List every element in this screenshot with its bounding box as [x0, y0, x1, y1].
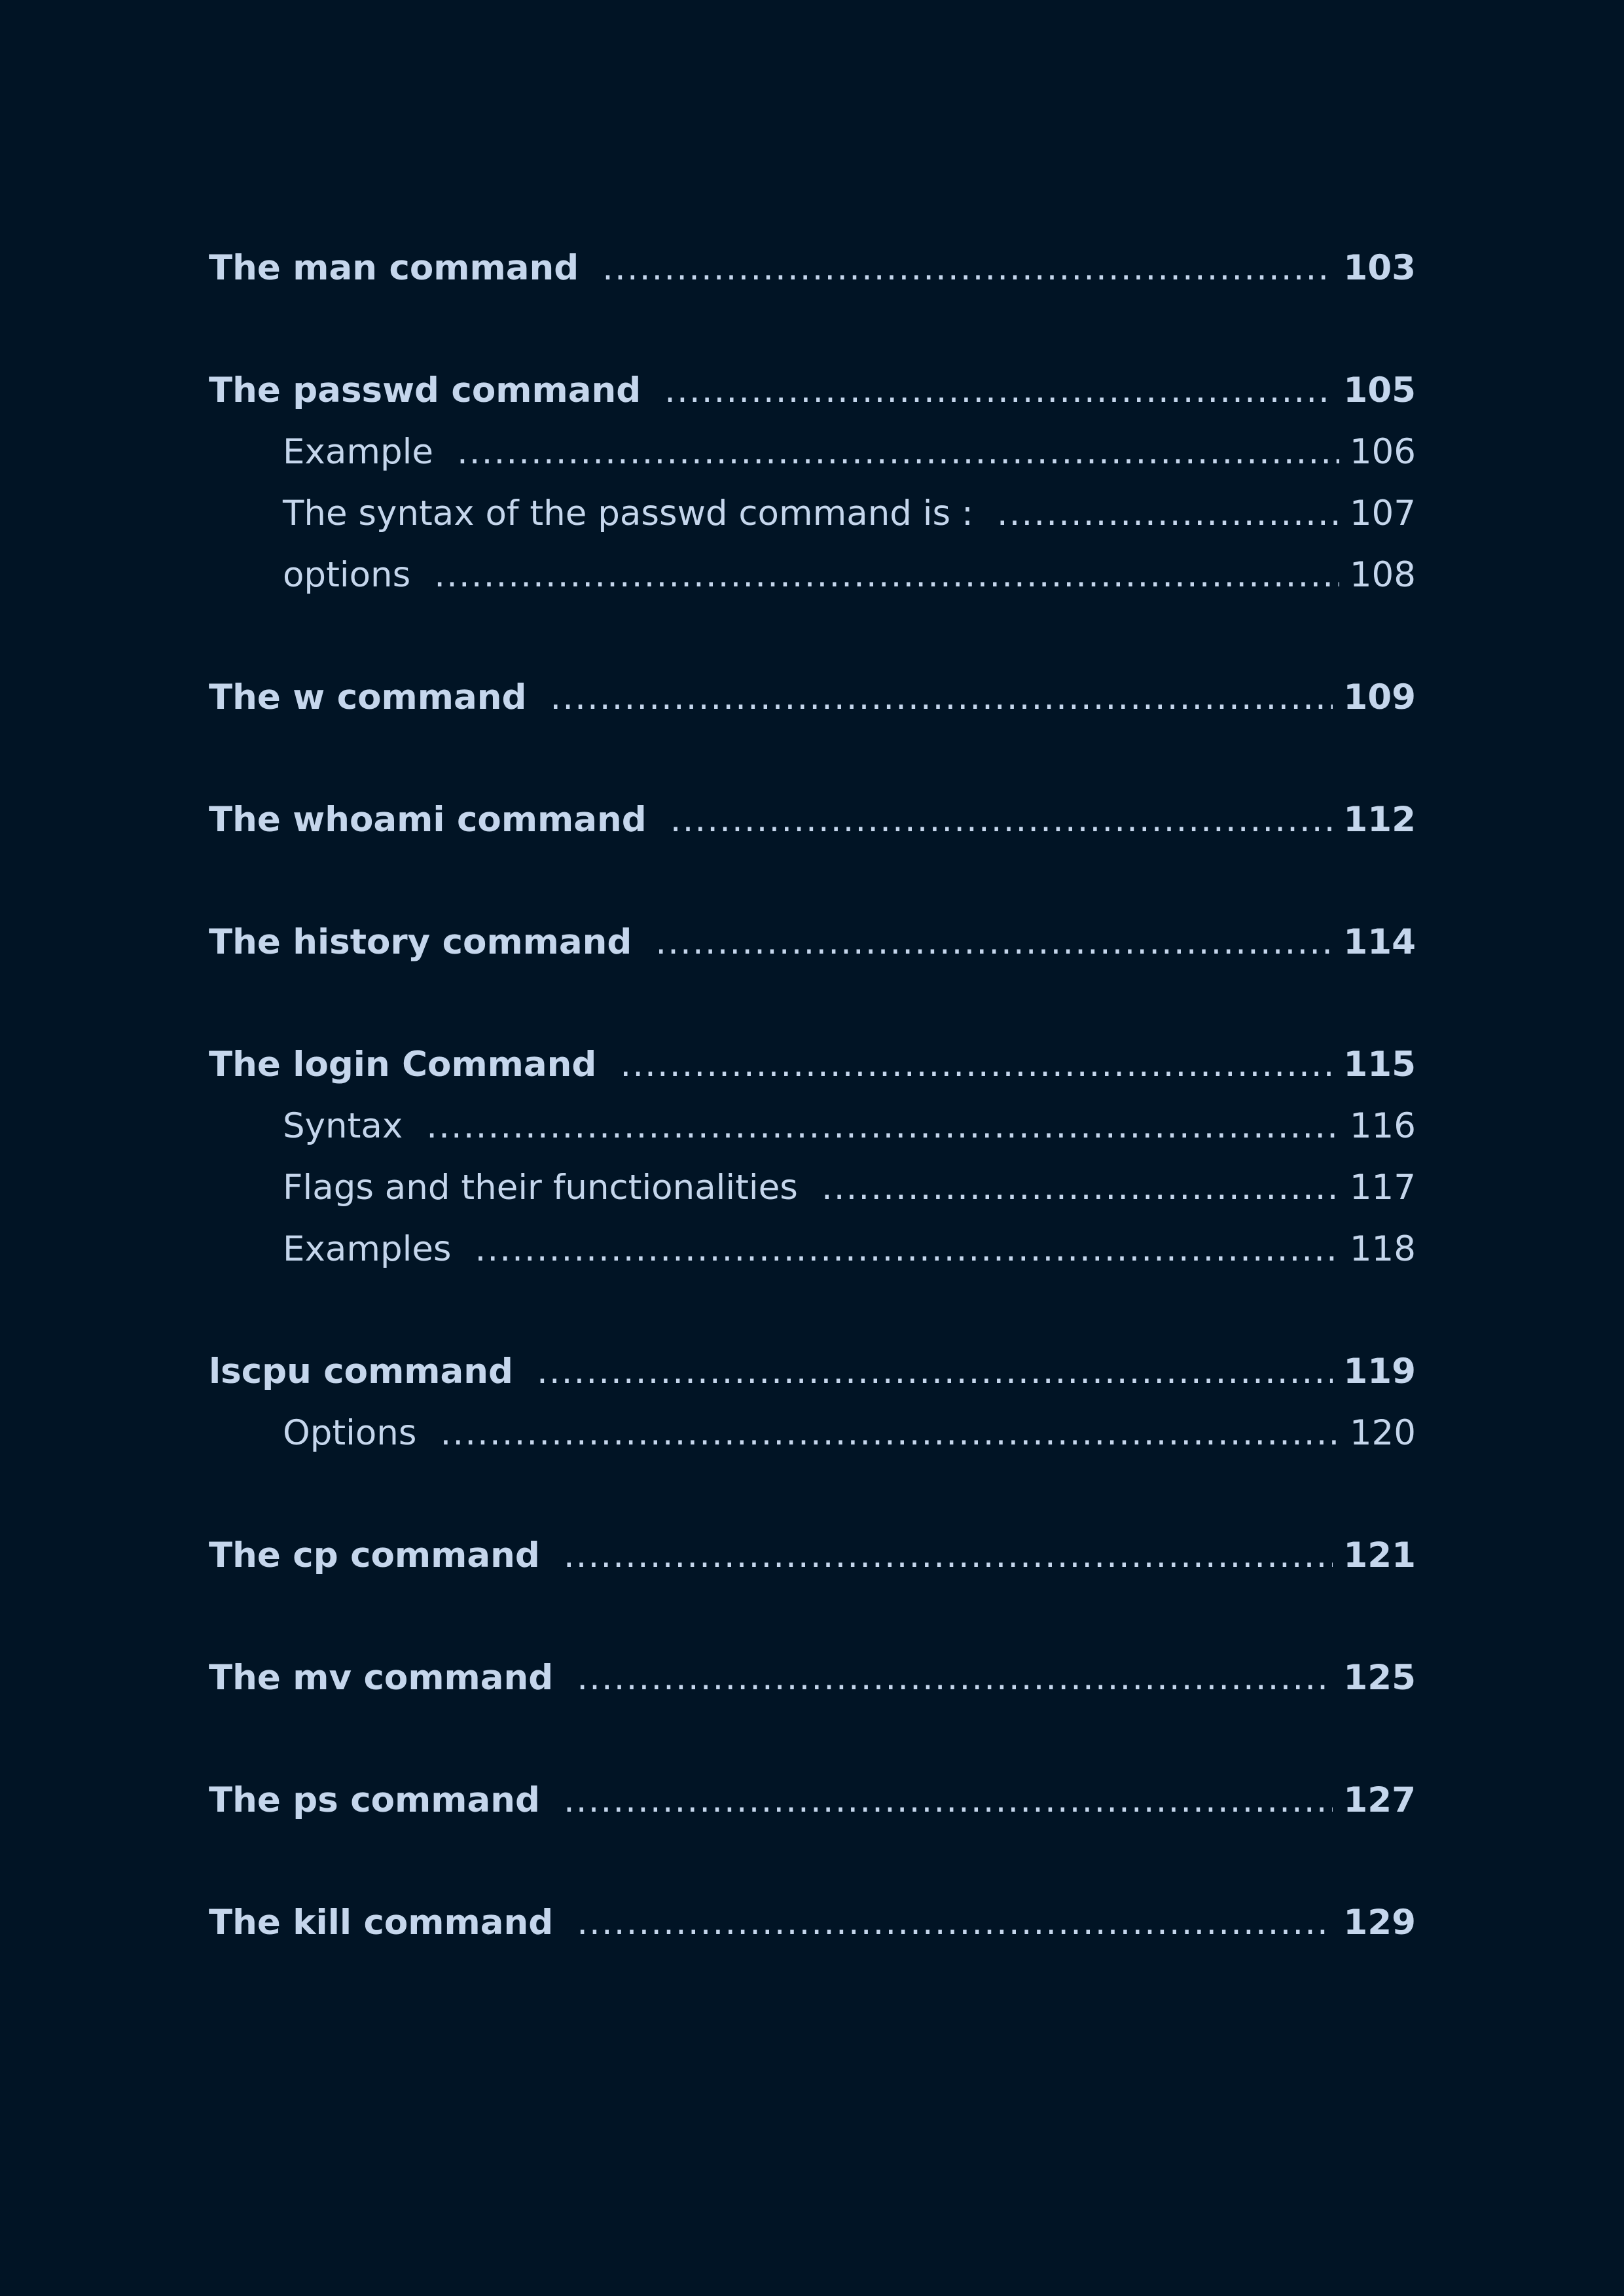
toc-entry-whoami-command[interactable] — [209, 789, 1416, 851]
dot-leader — [670, 789, 1333, 851]
toc-entry-history-command[interactable] — [209, 912, 1416, 973]
toc-entry-page: 127 — [1343, 1780, 1416, 1820]
toc-entry-page: 125 — [1343, 1658, 1416, 1698]
toc-subentry-page: 120 — [1349, 1413, 1416, 1453]
toc-subentry-flags[interactable] — [209, 1157, 1416, 1219]
toc-entry-title: The whoami command — [209, 800, 647, 840]
toc-entry-man-command[interactable] — [209, 238, 1416, 299]
toc-subentry-examples[interactable] — [209, 1219, 1416, 1280]
table-of-contents — [209, 238, 1416, 2015]
toc-entry-page: 121 — [1343, 1535, 1416, 1575]
toc-subentry-title: The syntax of the passwd command is : — [283, 493, 973, 533]
toc-entry-page: 112 — [1343, 800, 1416, 840]
dot-leader — [537, 1341, 1333, 1403]
dot-leader — [550, 667, 1333, 728]
toc-entry-page: 103 — [1343, 248, 1416, 288]
toc-subentry-page: 118 — [1349, 1229, 1416, 1269]
dot-leader — [426, 1096, 1339, 1157]
toc-entry-page: 109 — [1343, 677, 1416, 717]
toc-entry-cp-command[interactable] — [209, 1525, 1416, 1587]
toc-subentry-title: Example — [283, 432, 433, 472]
toc-group-mv — [209, 1647, 1416, 1709]
toc-group-whoami — [209, 789, 1416, 851]
toc-subentry-page: 107 — [1349, 493, 1416, 533]
dot-leader — [577, 1647, 1333, 1709]
dot-leader — [564, 1770, 1333, 1831]
toc-group-man — [209, 238, 1416, 299]
toc-entry-mv-command[interactable] — [209, 1647, 1416, 1709]
toc-subentry-options[interactable] — [209, 545, 1416, 606]
toc-group-history — [209, 912, 1416, 973]
toc-subentry-page: 116 — [1349, 1106, 1416, 1146]
toc-entry-title: The passwd command — [209, 370, 641, 410]
toc-group-lscpu — [209, 1341, 1416, 1464]
toc-entry-lscpu-command[interactable] — [209, 1341, 1416, 1403]
toc-group-cp — [209, 1525, 1416, 1587]
toc-subentry-options-lscpu[interactable] — [209, 1403, 1416, 1464]
toc-subentry-title: options — [283, 555, 411, 595]
toc-subentry-title: Flags and their functionalities — [283, 1168, 798, 1208]
toc-entry-title: The kill command — [209, 1903, 554, 1943]
toc-subentry-page: 108 — [1349, 555, 1416, 595]
toc-subentry-syntax-passwd[interactable] — [209, 483, 1416, 545]
toc-entry-passwd-command[interactable] — [209, 360, 1416, 422]
dot-leader — [620, 1034, 1333, 1096]
toc-entry-title: The login Command — [209, 1045, 597, 1085]
toc-subentry-title: Examples — [283, 1229, 452, 1269]
toc-group-login — [209, 1034, 1416, 1280]
toc-subentry-page: 106 — [1349, 432, 1416, 472]
toc-subentry-example[interactable] — [209, 422, 1416, 483]
toc-entry-w-command[interactable] — [209, 667, 1416, 728]
toc-entry-page: 129 — [1343, 1903, 1416, 1943]
dot-leader — [655, 912, 1333, 973]
dot-leader — [602, 238, 1333, 299]
toc-group-ps — [209, 1770, 1416, 1831]
dot-leader — [997, 483, 1339, 545]
toc-entry-title: The history command — [209, 922, 632, 962]
toc-entry-title: lscpu command — [209, 1352, 513, 1391]
toc-entry-title: The w command — [209, 677, 527, 717]
dot-leader — [564, 1525, 1333, 1587]
toc-entry-title: The ps command — [209, 1780, 540, 1820]
toc-entry-login-command[interactable] — [209, 1034, 1416, 1096]
toc-group-kill — [209, 1892, 1416, 1954]
dot-leader — [441, 1403, 1339, 1464]
toc-subentry-title: Options — [283, 1413, 417, 1453]
toc-entry-page: 115 — [1343, 1045, 1416, 1085]
toc-subentry-syntax[interactable] — [209, 1096, 1416, 1157]
dot-leader — [475, 1219, 1339, 1280]
toc-entry-page: 105 — [1343, 370, 1416, 410]
toc-entry-page: 114 — [1343, 922, 1416, 962]
toc-entry-title: The mv command — [209, 1658, 554, 1698]
toc-entry-title: The cp command — [209, 1535, 540, 1575]
toc-group-w — [209, 667, 1416, 728]
toc-entry-ps-command[interactable] — [209, 1770, 1416, 1831]
toc-group-passwd — [209, 360, 1416, 606]
dot-leader — [457, 422, 1339, 483]
toc-entry-kill-command[interactable] — [209, 1892, 1416, 1954]
toc-entry-page: 119 — [1343, 1352, 1416, 1391]
dot-leader — [821, 1157, 1339, 1219]
dot-leader — [434, 545, 1339, 606]
toc-subentry-page: 117 — [1349, 1168, 1416, 1208]
dot-leader — [577, 1892, 1333, 1954]
toc-entry-title: The man command — [209, 248, 579, 288]
toc-subentry-title: Syntax — [283, 1106, 403, 1146]
dot-leader — [664, 360, 1333, 422]
